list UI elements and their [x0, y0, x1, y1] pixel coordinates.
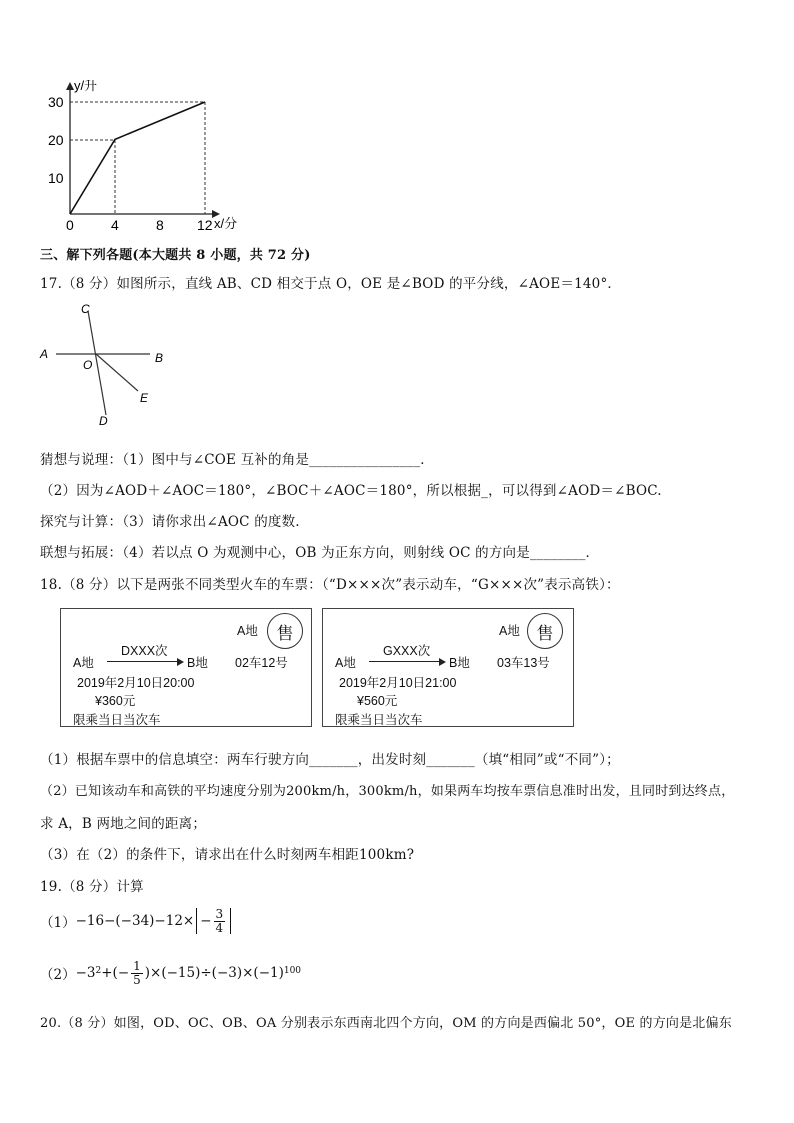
- q17-stem: 17.（8 分）如图所示，直线 AB、CD 相交于点 O，OE 是∠BOD 的平分线，∠AOE＝140°．: [40, 276, 622, 292]
- q19-stem: 19.（8 分）计算: [40, 879, 144, 895]
- y-tick-30: 30: [48, 94, 64, 110]
- ticket2-datetime: 2019年2月10日21:00: [339, 676, 457, 690]
- ticket1-to: B地: [187, 656, 208, 670]
- x-tick-12: 12: [197, 217, 213, 230]
- q19-p2-fraction: [131, 960, 143, 986]
- ticket2-stamp-icon: 售: [527, 613, 563, 649]
- ticket1-price: ¥360元: [95, 694, 136, 708]
- q19-p2-a: −3: [75, 965, 96, 982]
- label-e: E: [140, 391, 149, 405]
- ticket-dongche: [60, 608, 312, 727]
- line-graph: [40, 80, 300, 230]
- section-heading: 三、解下列各题(本大题共 8 小题，共 72 分): [40, 248, 311, 263]
- q17-part1: 猜想与说理：（1）图中与∠COE 互补的角是________________．: [40, 452, 434, 468]
- data-line: [70, 102, 205, 214]
- label-a: A: [40, 347, 49, 361]
- q19-p1-expr: −16−(−34)−12×: [75, 913, 195, 930]
- q19-p2-a-exp: 2: [95, 966, 102, 976]
- ticket1-stamp-icon: 售: [267, 613, 303, 649]
- x-axis-label: x/分: [214, 216, 238, 230]
- q17-figure: [38, 297, 188, 432]
- ticket2-train: GXXX次: [383, 644, 431, 658]
- y-axis-label: y/升: [74, 80, 98, 93]
- ticket2-origin-top: A地: [499, 624, 520, 638]
- ray-oe: [96, 354, 138, 391]
- label-b: B: [155, 351, 164, 365]
- ticket1-seat: 02车12号: [235, 656, 288, 670]
- x-tick-0: 0: [66, 217, 74, 230]
- ticket1-origin-top: A地: [237, 624, 258, 638]
- q17-part4: 联想与拓展：（4）若以点 O 为观测中心，OB 为正东方向，则射线 OC 的方向是________．: [40, 545, 600, 561]
- label-c: C: [81, 302, 90, 316]
- ticket1-train: DXXX次: [121, 644, 168, 658]
- q19-p1-label: （1）: [40, 915, 76, 932]
- q19-formula-1: [40, 908, 231, 934]
- q19-p1-den: 4: [215, 920, 224, 935]
- ticket2-seat: 03车13号: [497, 656, 550, 670]
- q19-p1-num: 3: [215, 907, 224, 921]
- ticket1-note: 限乘当日当次车: [73, 713, 161, 727]
- q18-stem: 18.（8 分）以下是两张不同类型火车的车票：（“D×××次”表示动车，“G×××次”表示高铁）：: [40, 577, 620, 593]
- y-tick-20: 20: [48, 132, 64, 148]
- q19-p1-fraction: [214, 908, 226, 934]
- q19-p2-den: 5: [133, 972, 141, 987]
- ticket2-arrow-icon: [369, 661, 443, 662]
- q19-p2-label: （2）: [40, 967, 76, 984]
- ticket1-from: A地: [73, 656, 94, 670]
- q17-part2: （2）因为∠AOD＋∠AOC＝180°，∠BOC＋∠AOC＝180°，所以根据_，可以得到∠AOD＝∠BOC.: [40, 483, 662, 499]
- ticket2-note: 限乘当日当次车: [335, 713, 423, 727]
- q20-stem: 20.（8 分）如图，OD、OC、OB、OA 分别表示东西南北四个方向，OM 的方向是西偏北 50°，OE 的方向是北偏东: [40, 1016, 732, 1031]
- ticket-gaotie: [322, 608, 574, 727]
- q18-part3: （3）在（2）的条件下，请求出在什么时刻两车相距100km?: [40, 847, 415, 863]
- q19-p2-c: )×(−15)÷(−3)×(−1): [144, 965, 284, 982]
- q17-part3: 探究与计算：（3）请你求出∠AOC 的度数.: [40, 514, 300, 530]
- ticket1-datetime: 2019年2月10日20:00: [77, 676, 195, 690]
- x-tick-4: 4: [111, 217, 119, 230]
- q19-p2-b: +(−: [101, 965, 130, 982]
- q18-part2b: 求 A，B 两地之间的距离；: [40, 816, 207, 832]
- q19-p1-abs: [196, 908, 231, 934]
- label-d: D: [99, 414, 108, 428]
- q19-p2-c-exp: 100: [283, 966, 302, 976]
- ticket1-arrow-icon: [107, 661, 181, 662]
- q18-part2a: （2）已知该动车和高铁的平均速度分别为200km/h，300km/h，如果两车均按车票信息准时出发，且同时到达终点，: [40, 784, 735, 799]
- q19-formula-2: [40, 960, 301, 986]
- ticket2-from: A地: [335, 656, 356, 670]
- q18-part1: （1）根据车票中的信息填空：两车行驶方向_______，出发时刻_______（填“相同”或“不同”）；: [40, 752, 620, 768]
- q19-p2-num: 1: [133, 959, 141, 973]
- x-tick-8: 8: [156, 217, 164, 230]
- ticket2-price: ¥560元: [357, 694, 398, 708]
- ticket2-to: B地: [449, 656, 470, 670]
- q19-p1-abs-sign: −: [200, 913, 212, 930]
- label-o: O: [83, 358, 93, 372]
- y-axis-arrow: [66, 82, 74, 90]
- y-tick-10: 10: [48, 170, 64, 186]
